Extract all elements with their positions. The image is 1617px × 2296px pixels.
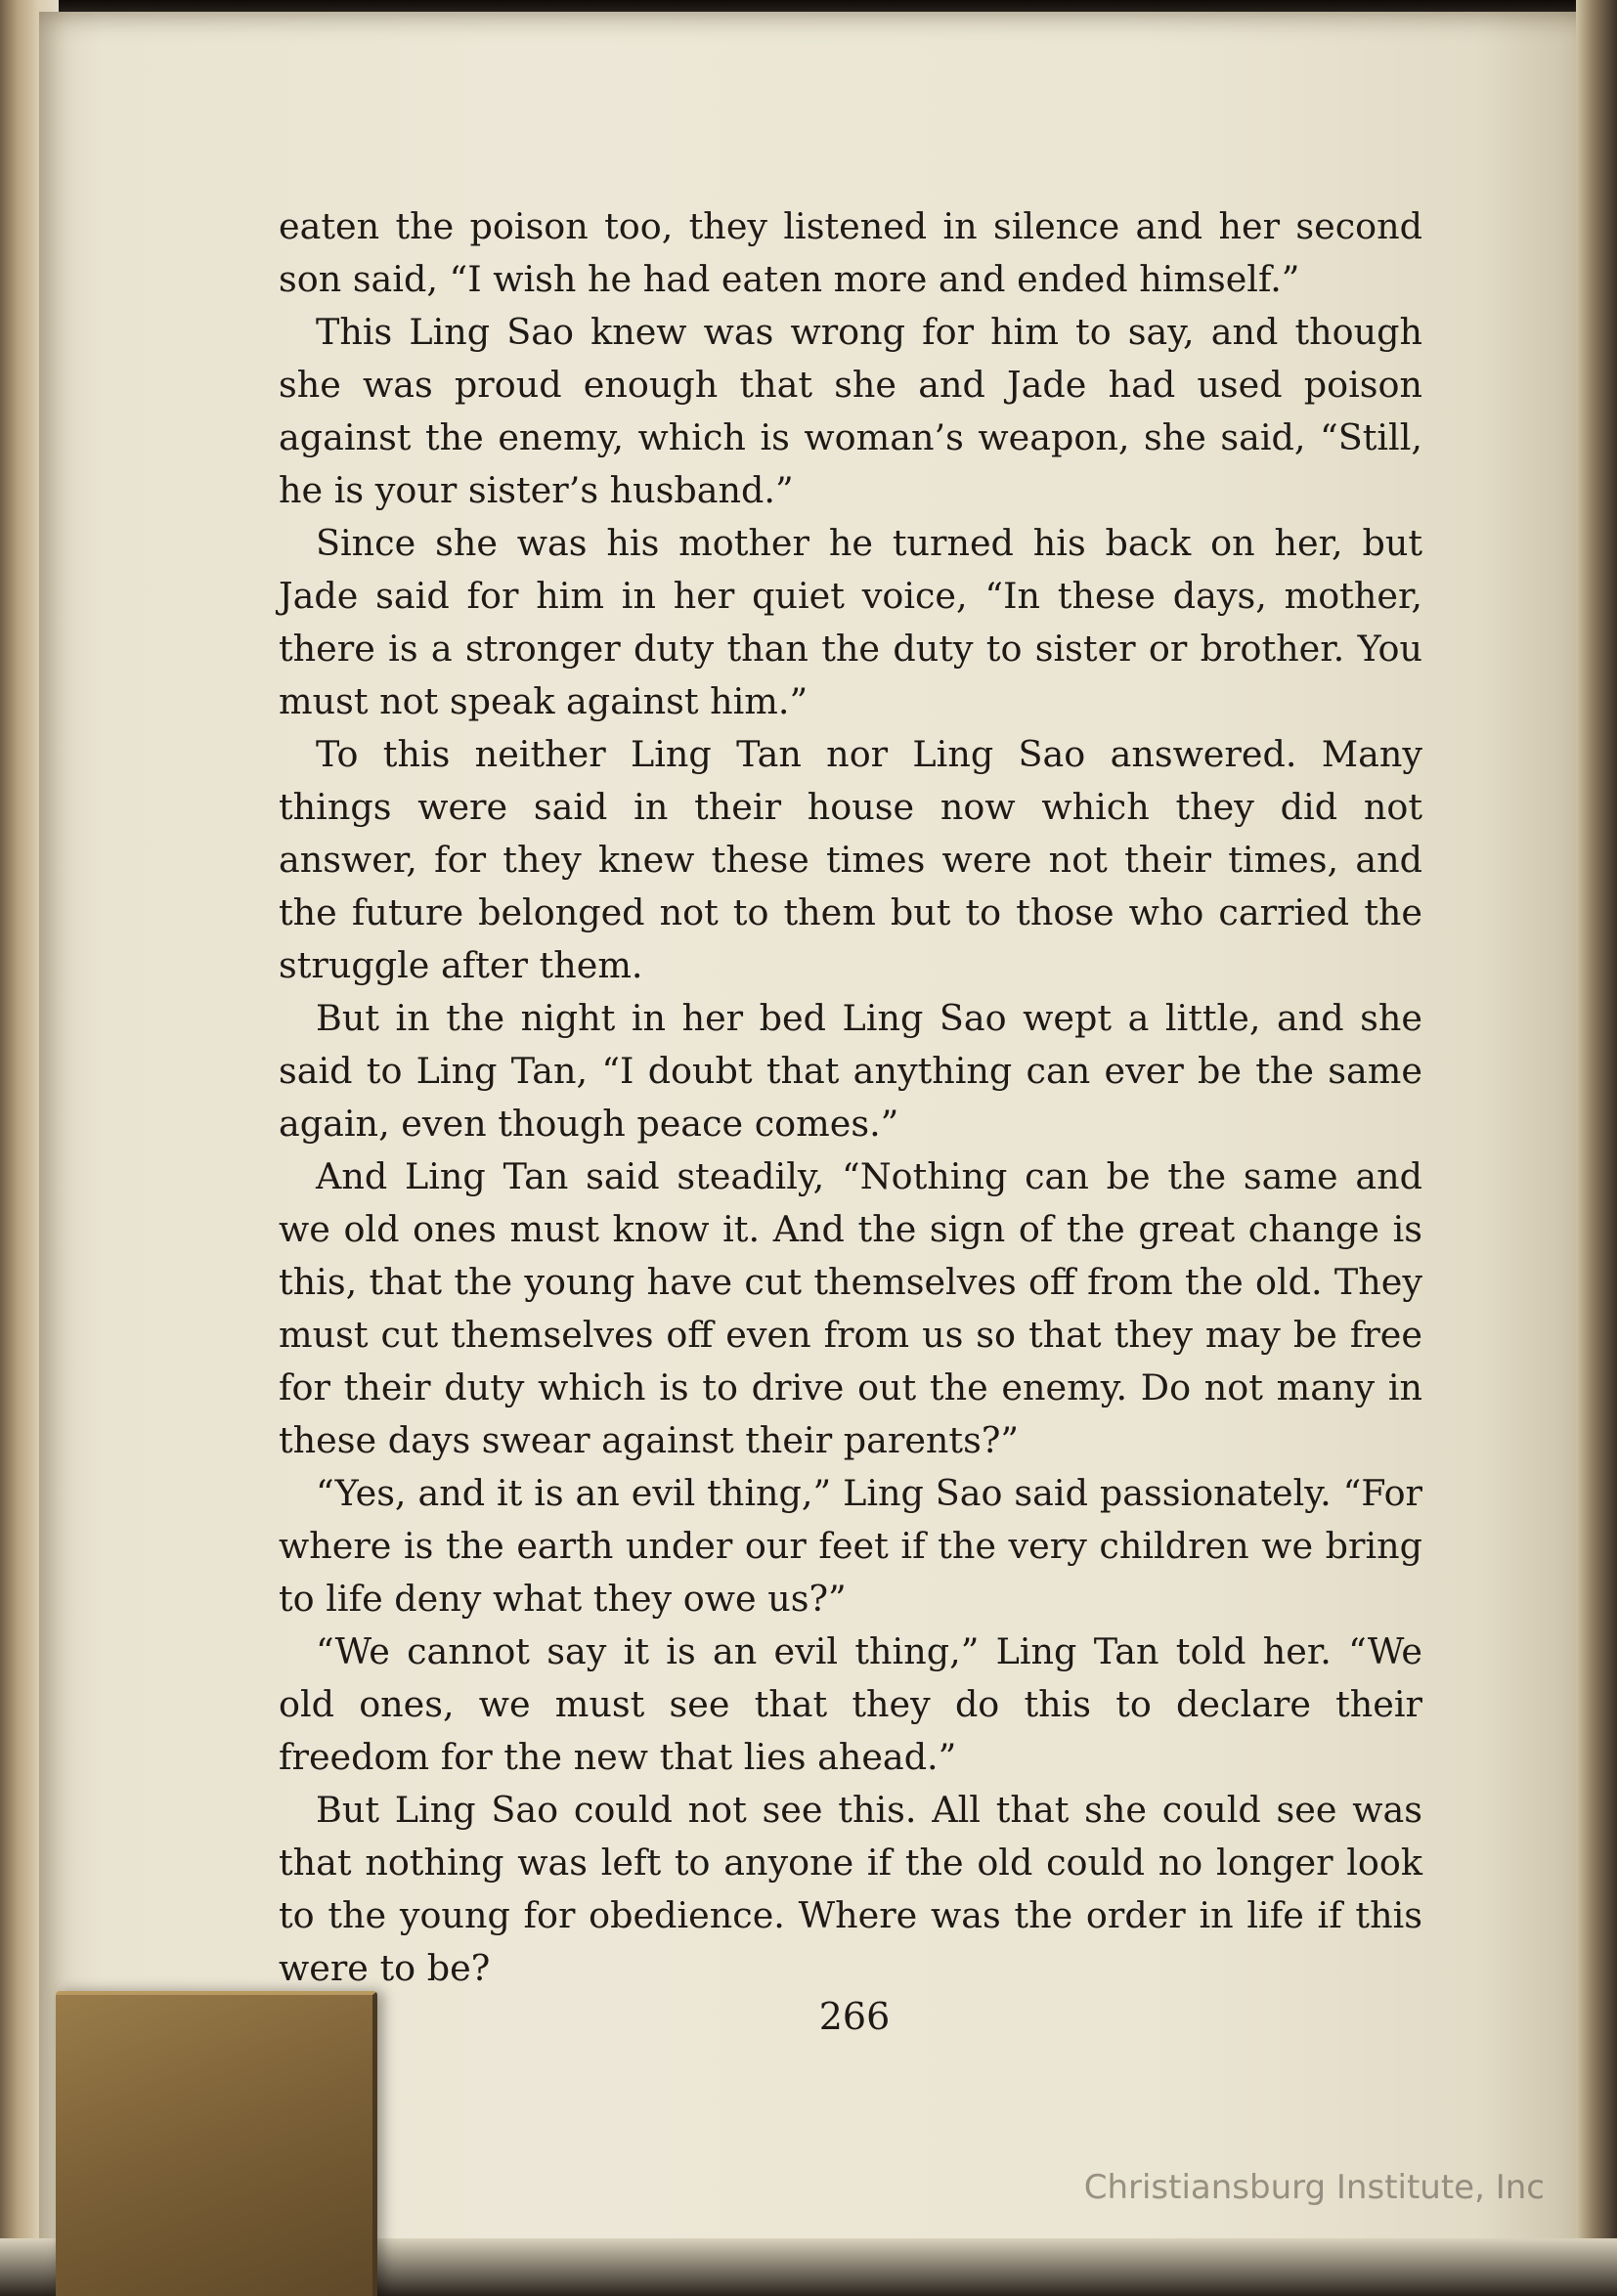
paragraph: But in the night in her bed Ling Sao wept a little, and she said to Ling Tan, “I doubt that anything can ever be the same again, even though peace comes.” xyxy=(279,997,1422,1145)
paragraph: This Ling Sao knew was wrong for him to say, and though she was proud enough that she and Jade had used poison against the enemy, which is woman’s weapon, she said, “Still, he is your sister’s husband.” xyxy=(279,311,1422,511)
paragraph: To this neither Ling Tan nor Ling Sao answered. Many things were said in their house now which they did not answer, for they knew these times were not their times, and the future belonged not to them but to those who carried the struggle after them. xyxy=(279,733,1422,986)
page-right-shadow xyxy=(1576,0,1617,2296)
paragraph: eaten the poison too, they listened in silence and her second son said, “I wish he had eaten more and ended himself.” xyxy=(279,205,1422,300)
body-text xyxy=(279,200,1422,1995)
page-number: 266 xyxy=(818,1995,891,2038)
paragraph: Since she was his mother he turned his back on her, but Jade said for him in her quiet voice, “In these days, mother, there is a stronger duty than the duty to sister or brother. You must not speak against him.” xyxy=(279,522,1422,722)
brass-corner-tab xyxy=(56,1991,377,2296)
paragraph: “We cannot say it is an evil thing,” Ling Tan told her. “We old ones, we must see that they do this to declare their freedom for the new that lies ahead.” xyxy=(279,1630,1422,1778)
paragraph: But Ling Sao could not see this. All that she could see was that nothing was left to anyone if the old could no longer look to the young for obedience. Where was the order in life if this were to be? xyxy=(279,1789,1422,1989)
watermark-text: Christiansburg Institute, Inc xyxy=(1083,2168,1545,2207)
paragraph: And Ling Tan said steadily, “Nothing can be the same and we old ones must know it. And the sign of the great change is this, that the young have cut themselves off from the old. They must cut themselves off even from us so that they may be free for their duty which is to drive out the enemy. Do not many in these days swear against their parents?” xyxy=(279,1155,1422,1461)
paragraph: “Yes, and it is an evil thing,” Ling Sao said passionately. “For where is the earth under our feet if the very children we bring to life deny what they owe us?” xyxy=(279,1472,1422,1620)
